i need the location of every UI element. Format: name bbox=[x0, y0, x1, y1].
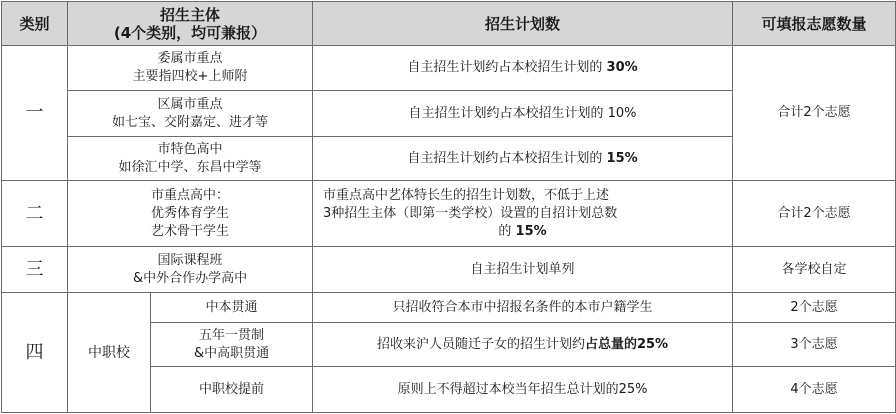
subject-cell bbox=[68, 91, 313, 137]
subject-note: 艺术骨干学生 bbox=[151, 223, 230, 239]
plan-text bbox=[323, 223, 722, 241]
header-subject-line2: (4个类别，均可兼报） bbox=[113, 23, 267, 42]
table-row bbox=[2, 181, 896, 247]
admission-table bbox=[1, 1, 896, 413]
plan-text: 自主招生计划约占本校招生计划的 bbox=[407, 150, 603, 166]
table-row bbox=[2, 247, 896, 293]
quota-cell: 4个志愿 bbox=[733, 367, 896, 413]
header-plan: 招生计划数 bbox=[313, 2, 733, 46]
category-label: 二 bbox=[2, 181, 68, 247]
plan-cell: 原则上不得超过本校当年招生总计划的25% bbox=[313, 367, 733, 413]
plan-cell bbox=[313, 323, 733, 367]
subject-note: &中外合作办学高中 bbox=[132, 270, 248, 286]
category-label: 四 bbox=[2, 293, 68, 413]
subject-cell bbox=[68, 137, 313, 181]
subject-name: 市特色高中 bbox=[157, 141, 223, 157]
plan-text: 市重点高中艺体特长生的招生计划数，不低于上述 bbox=[323, 187, 610, 203]
subject-name: 国际课程班 bbox=[157, 252, 223, 268]
quota-cell: 2个志愿 bbox=[733, 293, 896, 323]
plan-percent: 占总量的25% bbox=[584, 336, 669, 352]
quota-cell: 各学校自定 bbox=[733, 247, 896, 293]
header-subject bbox=[68, 2, 313, 46]
subject-note: 主要指四校+上师附 bbox=[132, 69, 248, 84]
header-subject-line1: 招生主体 bbox=[160, 5, 221, 24]
plan-text: 招收来沪人员随迁子女的招生计划约 bbox=[376, 336, 585, 352]
subject-name: 区属市重点 bbox=[157, 96, 223, 112]
subject-note: &中高职贯通 bbox=[193, 345, 270, 361]
subject-cell: 中本贯通 bbox=[151, 293, 313, 323]
plan-text: 自主招生计划约占本校招生计划的 bbox=[407, 60, 603, 75]
subject-name: 委属市重点 bbox=[157, 51, 223, 66]
plan-percent: 15% bbox=[606, 150, 638, 166]
table-row bbox=[2, 46, 896, 91]
header-quota: 可填报志愿数量 bbox=[733, 2, 896, 46]
plan-cell: 自主招生计划单列 bbox=[313, 247, 733, 293]
subject-cell: 中职校提前 bbox=[151, 367, 313, 413]
plan-cell bbox=[313, 46, 733, 91]
category-label: 三 bbox=[2, 247, 68, 293]
plan-percent: 15% bbox=[515, 223, 547, 239]
plan-cell bbox=[313, 137, 733, 181]
plan-text: 3种招生主体（即第一类学校）设置的自招计划总数 bbox=[323, 205, 618, 221]
subject-cell bbox=[68, 46, 313, 91]
plan-cell: 只招收符合本市中招报名条件的本市户籍学生 bbox=[313, 293, 733, 323]
plan-cell bbox=[313, 181, 733, 247]
plan-cell bbox=[313, 91, 733, 137]
subject-note: 如徐汇中学、东昌中学等 bbox=[118, 159, 262, 175]
subject-cell bbox=[68, 181, 313, 247]
plan-text: 自主招生计划约占本校招生计划的 bbox=[408, 105, 604, 121]
subject-name: 五年一贯制 bbox=[199, 327, 265, 343]
table-row bbox=[2, 293, 896, 323]
header-category: 类别 bbox=[2, 2, 68, 46]
quota-cell: 合计2个志愿 bbox=[733, 46, 896, 181]
quota-cell: 合计2个志愿 bbox=[733, 181, 896, 247]
plan-percent: 30% bbox=[606, 60, 638, 75]
subject-note: 优秀体育学生 bbox=[151, 205, 230, 221]
quota-cell: 3个志愿 bbox=[733, 323, 896, 367]
plan-text-pre: 的 bbox=[498, 223, 512, 239]
subject-group: 中职校 bbox=[68, 293, 151, 413]
subject-cell bbox=[68, 247, 313, 293]
subject-note: 如七宝、交附嘉定、进才等 bbox=[112, 114, 269, 130]
subject-name: 市重点高中： bbox=[151, 187, 230, 203]
header-row bbox=[2, 2, 896, 46]
plan-percent: 10% bbox=[607, 105, 637, 121]
category-label: 一 bbox=[2, 46, 68, 181]
subject-cell bbox=[151, 323, 313, 367]
